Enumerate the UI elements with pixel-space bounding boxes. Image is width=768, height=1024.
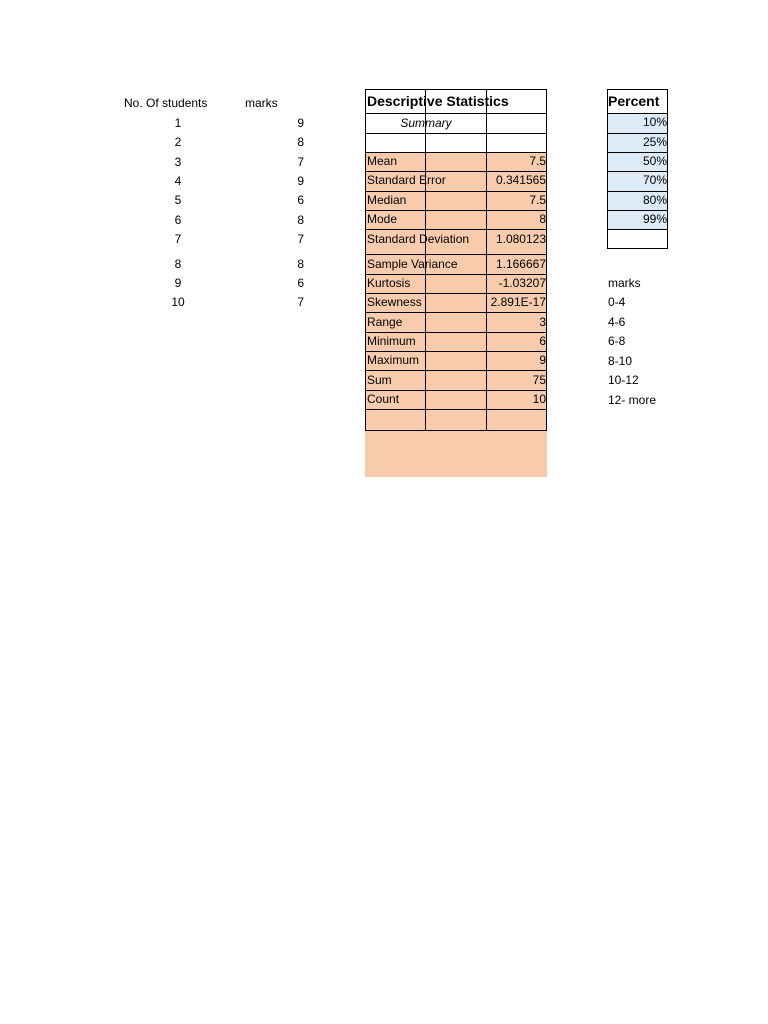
grid-line <box>365 89 547 90</box>
stat-value-count: 10 <box>532 392 546 406</box>
grid-line <box>607 248 668 249</box>
marks-range-item: 6-8 <box>608 334 626 348</box>
percent-value: 50% <box>642 154 667 168</box>
marks-ranges-header: marks <box>608 276 641 290</box>
student-number: 2 <box>174 135 182 149</box>
marks-range-item: 12- more <box>608 393 657 407</box>
stat-value-mean: 7.5 <box>529 154 546 168</box>
student-mark: 7 <box>297 155 304 169</box>
student-mark: 9 <box>297 174 304 188</box>
grid-line <box>546 89 547 431</box>
stats-summary-label: Summary <box>400 116 452 130</box>
grid-line <box>607 229 668 230</box>
student-mark: 6 <box>297 193 304 207</box>
stat-value-skewness: 2.891E-17 <box>490 295 546 309</box>
stat-label-minimum: Minimum <box>367 334 416 348</box>
stat-value-kurtosis: -1.03207 <box>498 276 546 290</box>
grid-line <box>365 430 547 431</box>
stat-value-maximum: 9 <box>539 353 546 367</box>
student-mark: 9 <box>297 116 304 130</box>
descriptive-statistics-table <box>365 89 547 431</box>
marks-range-item: 4-6 <box>608 315 626 329</box>
grid-line <box>365 370 547 371</box>
student-number: 5 <box>174 193 182 207</box>
grid-line <box>607 89 668 90</box>
student-number: 9 <box>174 276 182 290</box>
stat-label-sample-variance: Sample Variance <box>367 257 458 271</box>
student-number: 1 <box>174 116 182 130</box>
student-number: 8 <box>174 257 182 271</box>
percent-value: 10% <box>642 115 667 129</box>
stat-value-standard-deviation: 1.080123 <box>495 232 546 246</box>
marks-range-item: 8-10 <box>608 354 633 368</box>
grid-line <box>365 89 366 431</box>
stat-label-standard-deviation: Standard Deviation <box>367 232 470 246</box>
stat-label-median: Median <box>367 193 407 207</box>
stat-label-skewness: Skewness <box>367 295 422 309</box>
marks-range-item: 0-4 <box>608 295 626 309</box>
student-mark: 7 <box>297 295 304 309</box>
student-mark: 6 <box>297 276 304 290</box>
stat-label-mode: Mode <box>367 212 398 226</box>
student-number: 10 <box>171 295 185 309</box>
header-marks: marks <box>245 96 278 110</box>
student-number: 7 <box>174 232 182 246</box>
grid-line <box>365 133 547 134</box>
student-mark: 7 <box>297 232 304 246</box>
percent-value: 80% <box>642 193 667 207</box>
header-no-of-students: No. Of students <box>124 96 208 110</box>
stats-title: Descriptive Statistics <box>367 93 509 109</box>
stat-label-sum: Sum <box>367 373 392 387</box>
percent-value: 25% <box>642 135 667 149</box>
student-number: 3 <box>174 155 182 169</box>
marks-range-item: 10-12 <box>608 373 639 387</box>
student-mark: 8 <box>297 213 304 227</box>
percent-value: 99% <box>642 212 667 226</box>
stat-value-standard-error: 0.341565 <box>495 173 546 187</box>
stat-label-kurtosis: Kurtosis <box>367 276 411 290</box>
stat-value-range: 3 <box>539 315 546 329</box>
stat-value-median: 7.5 <box>529 193 546 207</box>
student-mark: 8 <box>297 135 304 149</box>
stat-label-range: Range <box>367 315 403 329</box>
stat-value-sum: 75 <box>532 373 546 387</box>
student-number: 6 <box>174 213 182 227</box>
stat-label-standard-error: Standard Error <box>367 173 446 187</box>
stat-label-mean: Mean <box>367 154 398 168</box>
student-number: 4 <box>174 174 182 188</box>
grid-line <box>486 89 487 431</box>
grid-line <box>365 409 547 410</box>
percent-title: Percent <box>608 93 660 109</box>
stat-value-sample-variance: 1.166667 <box>495 257 546 271</box>
student-mark: 8 <box>297 257 304 271</box>
stat-value-minimum: 6 <box>539 334 546 348</box>
stat-value-mode: 8 <box>539 212 546 226</box>
percent-table <box>607 89 668 249</box>
stat-label-maximum: Maximum <box>367 353 420 367</box>
stat-label-count: Count <box>367 392 400 406</box>
percent-value: 70% <box>642 173 667 187</box>
